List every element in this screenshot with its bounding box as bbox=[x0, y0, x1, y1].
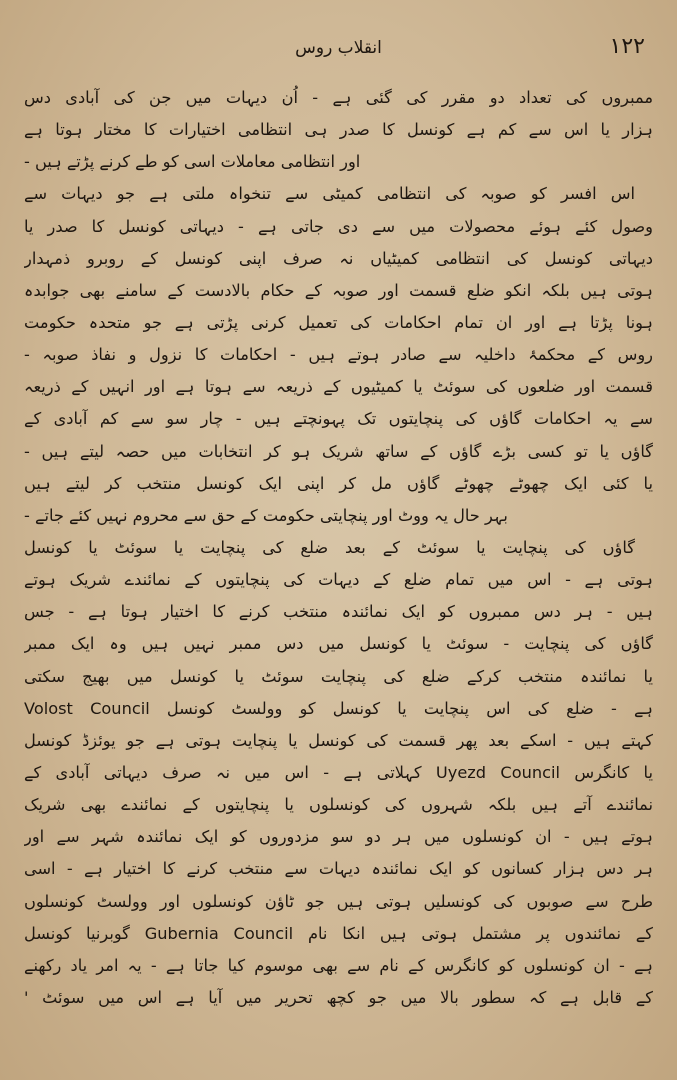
text-line: یا کئی ایک چھوٹے چھوٹے گاؤں مل کر اپنی ایک کونسل منتخب کر لیتے ہیں bbox=[24, 473, 653, 493]
text-line: کے نمائندوں پر مشتمل ہوتی ہیں انکا نام Gubernia Council گوبرنیا کونسل bbox=[24, 923, 653, 943]
text-line: ہر دس ہزار کسانوں کو ایک نمائندہ دیہات سے منتخب کرنے کا اختیار ہے - اسی bbox=[24, 859, 653, 879]
page-header bbox=[0, 30, 677, 64]
text-line: ہے - ان کونسلوں کو کانگرس کے نام سے بھی موسوم کیا جاتا ہے - یہ امر یاد رکھنے bbox=[24, 955, 653, 975]
text-line: دیہاتی کونسل کی انتظامی کمیٹیاں نہ صرف اپنی کونسل کے روبرو ذمہدار bbox=[24, 248, 653, 268]
text-line: گاؤں کی پنچایت - سوئٹ یا کونسل میں دس ممبر نہیں ہیں وہ ایک ممبر bbox=[24, 634, 653, 654]
text-line: گاؤں یا تو کسی بڑے گاؤں کے ساتھ شریک ہو کر انتخابات میں حصہ لیتے ہیں - bbox=[24, 441, 653, 461]
text-line: قسمت اور ضلعوں کی سوئٹ یا کمیٹیوں کے ذریعہ سے ہوتا ہے اور انہیں کے ذریعہ bbox=[24, 377, 653, 397]
text-line: ہزار یا اس سے کم ہے کونسل کا صدر ہی انتظامی اختیارات کا مختار ہوتا ہے bbox=[24, 120, 653, 140]
text-line: نمائندے آتے ہیں بلکہ شہروں کی کونسلوں یا پنچایتوں کے نمائندے بھی شریک bbox=[24, 795, 653, 815]
text-line: ہوتی ہے - اس میں تمام ضلع کے دیہات کی پنچایتوں کے نمائندے شریک ہوتے bbox=[24, 570, 653, 590]
text-line: ہوتے ہیں - ان کونسلوں میں ہر دو سو مزدوروں کو ایک نمائندہ شہر سے اور bbox=[24, 827, 653, 847]
text-line: گاؤں کی پنچایت یا سوئٹ کے بعد ضلع کی پنچایت یا سوئٹ یا کونسل bbox=[24, 537, 635, 557]
text-line: طرح سے صوبوں کی کونسلیں ہوتی ہیں جو ٹاؤن کونسلوں اور وولسٹ کونسلوں bbox=[24, 891, 653, 911]
text-line: کے قابل ہے کہ سطور بالا میں جو کچھ تحریر میں آیا ہے اس میں سوئٹ ' bbox=[24, 987, 653, 1007]
text-line: اس افسر کو صوبہ کی انتظامی کمیٹی سے تنخواہ ملتی ہے جو دیہات سے bbox=[24, 184, 635, 204]
text-line: ممبروں کی تعداد دو مقرر کی گئی ہے - اُن دیہات میں جن کی آبادی دس bbox=[24, 88, 653, 107]
text-line: بہر حال یہ ووٹ اور پنچایتی حکومت کے حق سے محروم نہیں کئے جاتے - bbox=[24, 505, 508, 525]
text-line: یا نمائندہ منتخب کرکے ضلع کی پنچایت سوئٹ یا کونسل میں بھیج سکتی bbox=[24, 666, 653, 686]
text-line: سے یہ احکامات گاؤں کی پنچایتوں تک پہونچتے ہیں - چار سو سے کم آبادی کے bbox=[24, 409, 653, 429]
text-line: یا کانگرس Uyezd Council کہلاتی ہے - اس میں نہ صرف دیہاتی آبادی کے bbox=[24, 762, 653, 782]
text-line: ہیں - ہر دس ممبروں کو ایک نمائندہ منتخب کرنے کا اختیار ہوتا ہے - جس bbox=[24, 602, 653, 622]
page-number: ۱۲۲ bbox=[609, 34, 645, 59]
text-line: ہونا پڑتا ہے اور ان تمام احکامات کی تعمیل کرنی پڑتی ہے جو متحدہ حکومت bbox=[24, 312, 653, 332]
text-line: وصول کئے ہوئے محصولات میں سے دی جاتی ہے - دیہاتی کونسل کا صدر یا bbox=[24, 216, 653, 236]
running-title: انقلاب روس bbox=[295, 38, 382, 58]
body-text bbox=[24, 82, 653, 1014]
text-line: روس کے محکمۂ داخلیہ سے صادر ہوتے ہیں - احکامات کا نزول و نفاذ صوبہ - bbox=[24, 345, 653, 365]
text-line: ہوتی ہیں بلکہ انکو ضلع قسمت اور صوبہ کے حکام بالادست کے سامنے بھی جوابدہ bbox=[24, 280, 653, 300]
text-line: ہے - ضلع کی اس پنچایت یا کونسل کو وولسٹ کونسل Volost Council bbox=[24, 698, 653, 718]
text-line: کہتے ہیں - اسکے بعد پھر قسمت کی کونسل یا پنچایت ہوتی ہے جو یوئزڈ کونسل bbox=[24, 730, 653, 750]
text-line: اور انتظامی معاملات اسی کو طے کرنے پڑتے ہیں - bbox=[24, 152, 361, 172]
